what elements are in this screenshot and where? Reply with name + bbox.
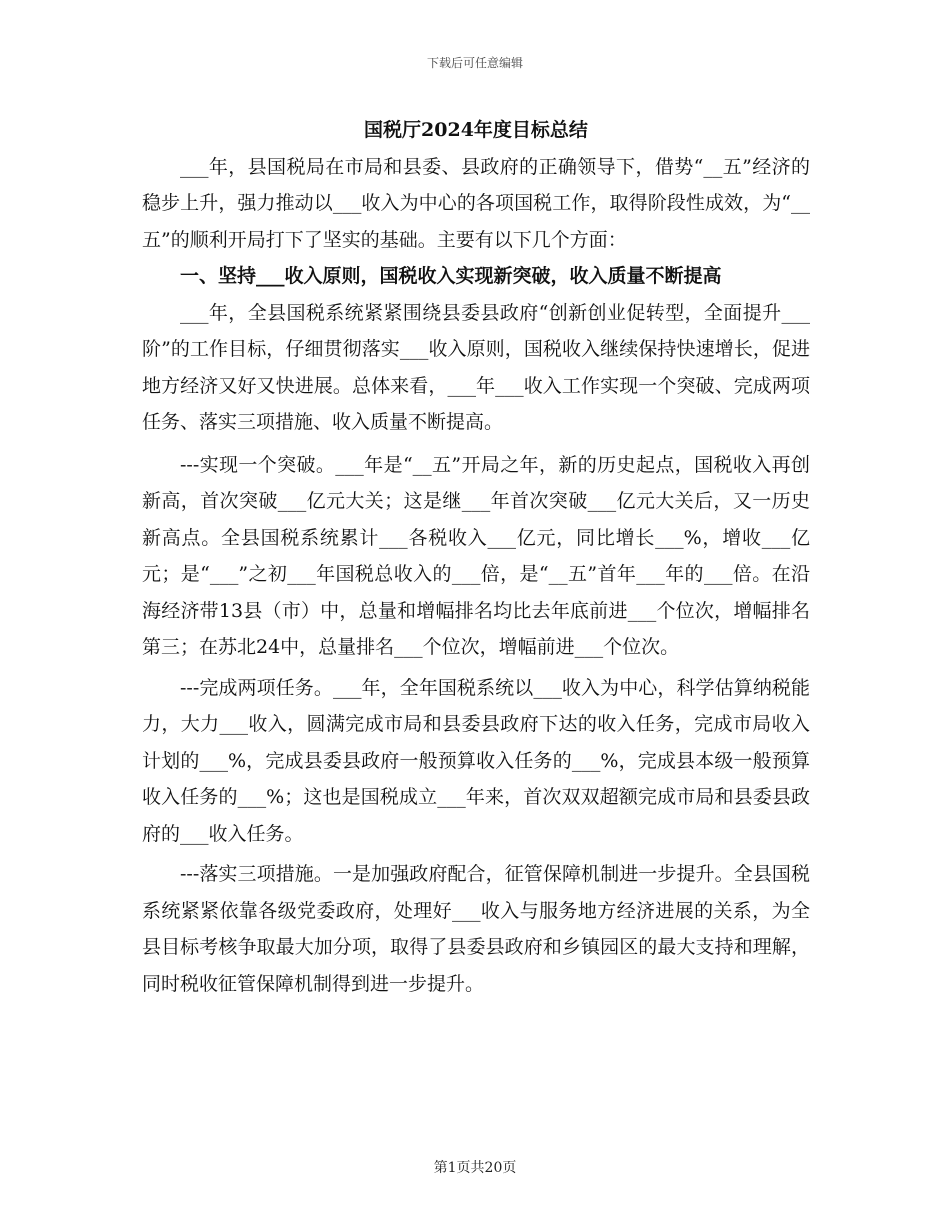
breakthrough-paragraph: ---实现一个突破。___年是“__五”开局之年，新的历史起点，国税收入再创新高，首次突破___亿元大关；这是继___年首次突破___亿元大关后，又一历史新高点。全县国税系统累计___各税收入___亿元，同比增长___%，增收___亿元；是“___”之初___年国税总收入的___倍，是“__五”首年___年的___倍。在沿海经济带13县（市）中，总量和增幅排名均比去年底前进___个位次，增幅排名第三；在苏北24中，总量排名___个位次，增幅前进___个位次。 <box>142 453 810 658</box>
header-note: 下载后可任意编辑 <box>426 56 523 70</box>
page-footer: 第1页共20页 <box>433 1160 517 1176</box>
section-1-paragraph: ___年，全县国税系统紧紧围绕县委县政府“创新创业促转型，全面提升___阶”的工作目标，仔细贯彻落实___收入原则，国税收入继续保持快速增长，促进地方经济又好又快进展。总体来看，___年___收入工作实现一个突破、完成两项任务、落实三项措施、收入质量不断提高。 <box>142 301 810 433</box>
section-heading-1: 一、坚持___收入原则，国税收入实现新突破，收入质量不断提高 <box>180 265 722 287</box>
three-measures-paragraph: ---落实三项措施。一是加强政府配合，征管保障机制进一步提升。全县国税系统紧紧依靠各级党委政府，处理好___收入与服务地方经济进展的关系，为全县目标考核争取最大加分项，取得了县委县政府和乡镇园区的最大支持和理解，同时税收征管保障机制得到进一步提升。 <box>142 863 810 995</box>
document-title: 国税厅2024年度目标总结 <box>364 119 588 141</box>
two-tasks-paragraph: ---完成两项任务。___年，全年国税系统以___收入为中心，科学估算纳税能力，大力___收入，圆满完成市局和县委县政府下达的收入任务，完成市局收入计划的___%，完成县委县政府一般预算收入任务的___%，完成县本级一般预算收入任务的___%；这也是国税成立___年来，首次双双超额完成市局和县委县政府的___收入任务。 <box>142 676 810 845</box>
document-body <box>142 112 810 1002</box>
intro-paragraph: ___年，县国税局在市局和县委、县政府的正确领导下，借势“__五”经济的稳步上升，强力推动以___收入为中心的各项国税工作，取得阶段性成效，为“__五”的顺利开局打下了坚实的基础。主要有以下几个方面： <box>142 155 810 251</box>
